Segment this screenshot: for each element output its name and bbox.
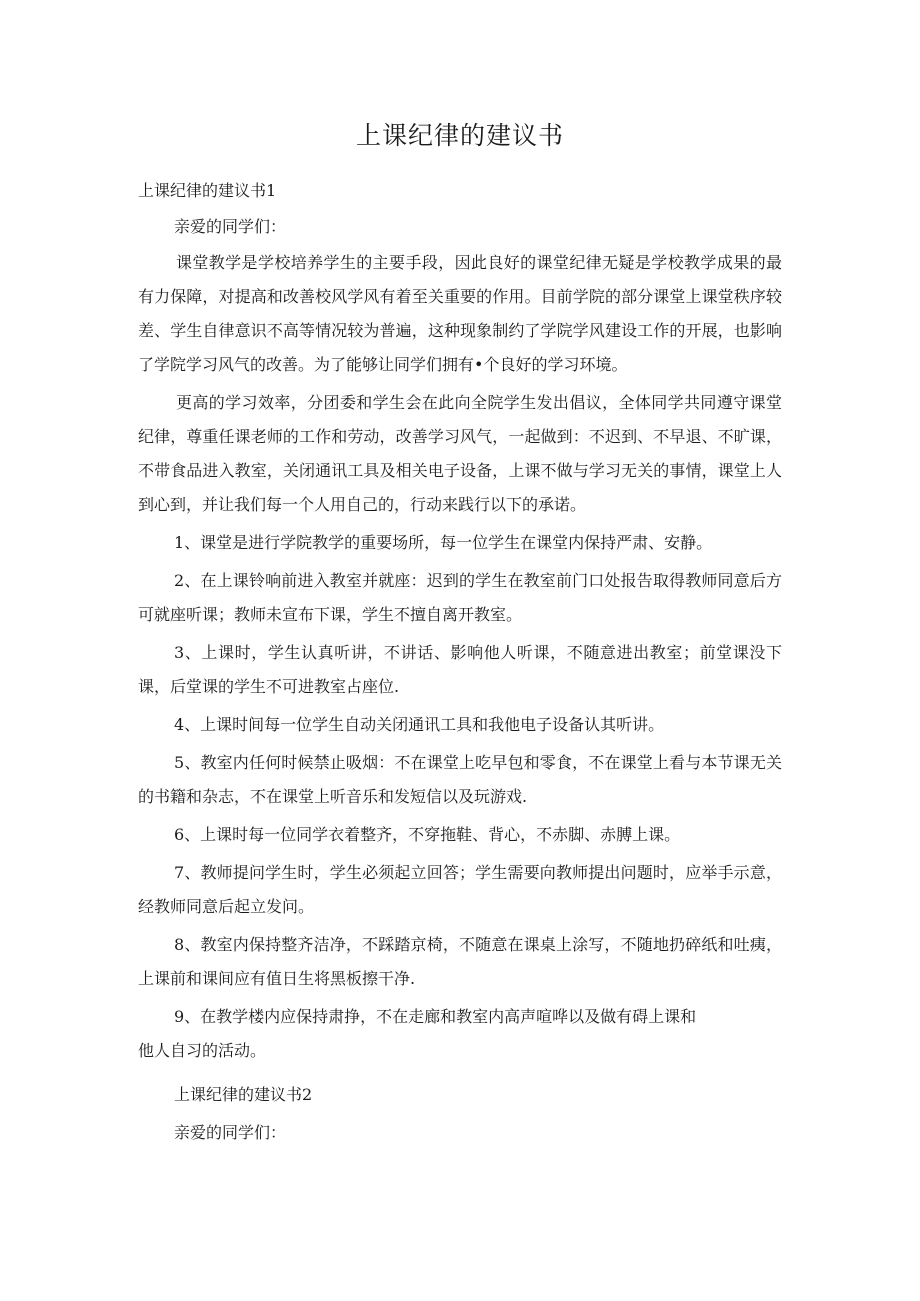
list-item-1: 1、课堂是进行学院教学的重要场所，每一位学生在课堂内保持严肃、安静。 xyxy=(174,533,713,552)
salutation-2: 亲爱的同学们： xyxy=(174,1123,287,1142)
list-item-9-line-1: 9、在教学楼内应保持肃挣，不在走廊和教室内高声喧哗以及做有碍上课和 xyxy=(174,1007,697,1026)
salutation-1: 亲爱的同学们： xyxy=(174,217,287,236)
list-item-8: 8、教室内保持整齐洁净，不踩踏京椅，不随意在课桌上涂写，不随地扔碎纸和吐痍，上课前和课间应有值日生将黑板擦干净. xyxy=(138,935,782,988)
list-item-4: 4、上课时间每一位学生自动关闭通讯工具和我他电子设备认其听讲。 xyxy=(174,715,665,734)
section-heading-2: 上课纪律的建议书2 xyxy=(174,1085,313,1104)
section-heading-1: 上课纪律的建议书1 xyxy=(138,181,277,200)
list-item-2: 2、在上课铃响前进入教室并就座：迟到的学生在教室前门口处报告取得教师同意后方可就座听课；教师未宣布下课，学生不擅自离开教室。 xyxy=(138,571,782,624)
body-paragraph-1: 课堂教学是学校培养学生的主要手段，因此良好的课堂纪律无疑是学校教学成果的最有力保障，对提高和改善校风学风有着至关重要的作用。目前学院的部分课堂上课堂秩序较差、学生自律意识不高等情况较为普遍，这种现象制约了学院学风建设工作的开展，也影响了学院学习风气的改善。为了能够让同学们拥有•个良好的学习环境。 xyxy=(138,253,782,374)
document-title: 上课纪律的建议书 xyxy=(355,121,564,150)
list-item-9-line-2: 他人自习的活动。 xyxy=(138,1041,267,1060)
list-item-5: 5、教室内任何时候禁止吸烟：不在课堂上吃早包和零食，不在课堂上看与本节课无关的书籍和杂志，不在课堂上听音乐和发短信以及玩游戏. xyxy=(138,753,782,806)
list-item-3: 3、上课时，学生认真听讲，不讲话、影响他人听课，不随意进出教室；前堂课没下课，后堂课的学生不可进教室占座位. xyxy=(138,643,782,696)
body-paragraph-2: 更高的学习效率，分团委和学生会在此向全院学生发出倡议，全体同学共同遵守课堂纪律，尊重任课老师的工作和劳动，改善学习风气，一起做到：不迟到、不早退、不旷课，不带食品进入教室，关闭通讯工具及相关电子设备，上课不做与学习无关的事情，课堂上人到心到，并让我们每一个人用自己的，行动来践行以下的承诺。 xyxy=(138,393,782,514)
list-item-6: 6、上课时每一位同学衣着整齐，不穿拖鞋、背心，不赤脚、赤膊上课。 xyxy=(174,825,681,844)
list-item-7: 7、教师提问学生时，学生必须起立回答；学生需要向教师提出问题时，应举手示意，经教师同意后起立发问。 xyxy=(138,863,782,916)
